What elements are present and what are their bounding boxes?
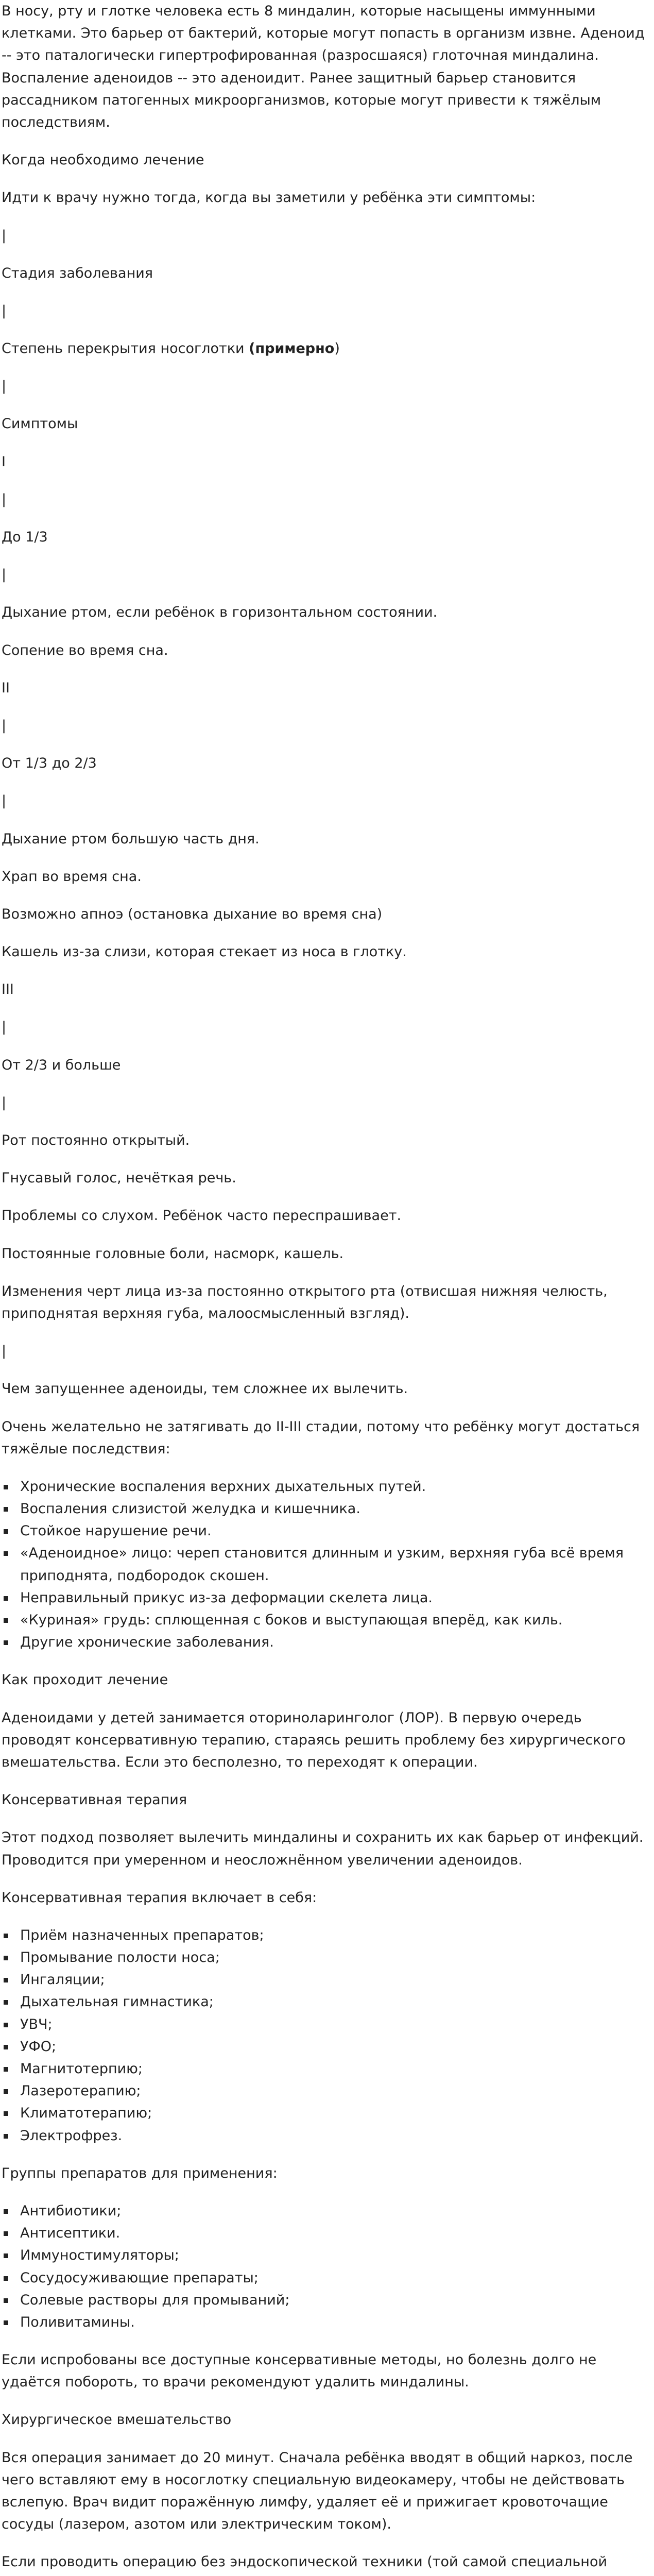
list-item: Сосудосуживающие препараты;	[2, 2267, 652, 2289]
table-row-symptom: Дыхание ртом, если ребёнок в горизонтальном состоянии.	[2, 604, 438, 621]
table-row-symptom: Гнусавый голос, нечёткая речь.	[2, 1170, 236, 1187]
surgery-heading: Хирургическое вмешательство	[2, 2412, 232, 2428]
list-item: Антисептики.	[2, 2222, 652, 2244]
table-header-overlap: Степень перекрытия носоглотки (примерно)	[2, 341, 340, 357]
table-header-overlap-bold: (примерно	[249, 341, 335, 357]
table-separator: |	[2, 227, 7, 244]
table-row-overlap: От 2/3 и больше	[2, 1057, 121, 1073]
table-separator: |	[2, 793, 7, 809]
table-row-stage: II	[2, 680, 10, 696]
table-header-stage: Стадия заболевания	[2, 265, 153, 281]
table-row-symptom: Кашель из-за слизи, которая стекает из носа в глотку.	[2, 944, 407, 960]
table-separator: |	[2, 302, 7, 319]
table-separator: |	[2, 378, 7, 395]
conservative-p1: Этот подход позволяет вылечить миндалины и сохранить их как барьер от инфекций. Проводится при умеренном и неосложнённом увеличении аденоидов.	[2, 1829, 644, 1868]
process-p1: Аденоидами у детей занимается оториноларинголог (ЛОР). В первую очередь проводят консервативную терапию, стараясь решить проблему без хирургического вмешательства. Если это бесполезно, то переходят к операции.	[2, 1709, 626, 1770]
list-item: Другие хронические заболевания.	[2, 1631, 652, 1653]
list-item: Электрофрез.	[2, 2125, 652, 2147]
drug-list	[2, 2200, 652, 2333]
list-item: Воспаления слизистой желудка и кишечника.	[2, 1498, 652, 1520]
stage-table	[2, 225, 652, 1363]
table-row-overlap: От 1/3 до 2/3	[2, 755, 97, 772]
table-header-symptoms: Симптомы	[2, 416, 78, 432]
list-item: Поливитамины.	[2, 2311, 652, 2333]
list-item: Иммуностимуляторы;	[2, 2244, 652, 2266]
consequences-p1: Чем запущеннее аденоиды, тем сложнее их вылечить.	[2, 1381, 408, 1397]
surgery-p1: Вся операция занимает до 20 минут. Сначала ребёнка вводят в общий наркоз, после чего вставляют ему в носоглотку специальную видеокамеру, чтобы не действовать вслепую. Врач видит поражённую лимфу, удаляет её и прижигает кровоточащие сосуды (лазером, азотом или электрическим током).	[2, 2449, 633, 2533]
list-item: Солевые растворы для промываний;	[2, 2289, 652, 2311]
list-item: УФО;	[2, 2036, 652, 2058]
when-lead: Идти к врачу нужно тогда, когда вы заметили у ребёнка эти симптомы:	[2, 190, 536, 206]
conservative-p2: Консервативная терапия включает в себя:	[2, 1889, 317, 1906]
conservative-heading: Консервативная терапия	[2, 1792, 187, 1808]
surgery-p2: Если проводить операцию без эндоскопической техники (той самой специальной	[2, 2554, 608, 2570]
list-item: «Куриная» грудь: сплющенная с боков и выступающая вперёд, как киль.	[2, 1609, 652, 1631]
list-item: Хронические воспаления верхних дыхательных путей.	[2, 1476, 652, 1498]
conservative-p3: Группы препаратов для применения:	[2, 2165, 278, 2181]
table-separator: |	[2, 717, 7, 734]
table-row-stage: I	[2, 453, 6, 470]
list-item: Магнитотерпию;	[2, 2058, 652, 2080]
table-row-symptom: Дыхание ртом большую часть дня.	[2, 831, 260, 847]
table-separator: |	[2, 491, 7, 507]
list-item: Антибиотики;	[2, 2200, 652, 2222]
table-row-symptom: Рот постоянно открытый.	[2, 1132, 190, 1148]
intro-paragraph: В носу, рту и глотке человека есть 8 миндалин, которые насыщены иммунными клетками. Это барьер от бактерий, которые могут попасть в организм извне. Аденоид -- это паталогически гипертрофированная (разросшаяся) глоточная миндалина. Воспаление аденоидов -- это аденоидит. Ранее защитный барьер становится рассадником патогенных микроорганизмов, которые могут привести к тяжёлым последствиям.	[2, 3, 645, 130]
process-heading: Как проходит лечение	[2, 1672, 168, 1688]
list-item: «Аденоидное» лицо: череп становится длинным и узким, верхняя губа всё время приподнята, подбородок скошен.	[2, 1542, 652, 1586]
table-row-symptom: Проблемы со слухом. Ребёнок часто переспрашивает.	[2, 1208, 402, 1224]
table-separator: |	[2, 1094, 7, 1111]
table-separator: |	[2, 1343, 7, 1360]
list-item: Климатотерапию;	[2, 2102, 652, 2124]
table-row-stage: III	[2, 981, 14, 998]
list-item: Лазеротерапию;	[2, 2080, 652, 2102]
list-item: Ингаляции;	[2, 1969, 652, 1991]
list-item: УВЧ;	[2, 2013, 652, 2036]
consequences-p2: Очень желательно не затягивать до II-III стадии, потому что ребёнку могут достаться тяжёлые последствия:	[2, 1418, 640, 1457]
conservative-p4: Если испробованы все доступные консервативные методы, но болезнь долго не удаётся побороть, то врачи рекомендуют удалить миндалины.	[2, 2352, 597, 2391]
when-heading: Когда необходимо лечение	[2, 152, 204, 168]
table-row-overlap: До 1/3	[2, 529, 48, 545]
table-row-symptom: Храп во время сна.	[2, 868, 142, 885]
table-row-symptom: Возможно апноэ (остановка дыхание во время сна)	[2, 906, 383, 922]
list-item: Приём назначенных препаратов;	[2, 1924, 652, 1946]
therapy-list	[2, 1924, 652, 2147]
list-item: Дыхательная гимнастика;	[2, 1991, 652, 2013]
table-separator: |	[2, 1019, 7, 1036]
list-item: Промывание полости носа;	[2, 1946, 652, 1969]
list-item: Стойкое нарушение речи.	[2, 1520, 652, 1542]
table-row-symptom: Постоянные головные боли, насморк, кашель.	[2, 1245, 344, 1262]
table-row-symptom: Сопение во время сна.	[2, 642, 168, 658]
table-separator: |	[2, 567, 7, 583]
list-item: Неправильный прикус из-за деформации скелета лица.	[2, 1587, 652, 1609]
consequences-list	[2, 1476, 652, 1654]
table-row-symptom: Изменения черт лица из-за постоянно открытого рта (отвисшая нижняя челюсть, приподнятая верхняя губа, малоосмысленный взгляд).	[2, 1283, 608, 1321]
